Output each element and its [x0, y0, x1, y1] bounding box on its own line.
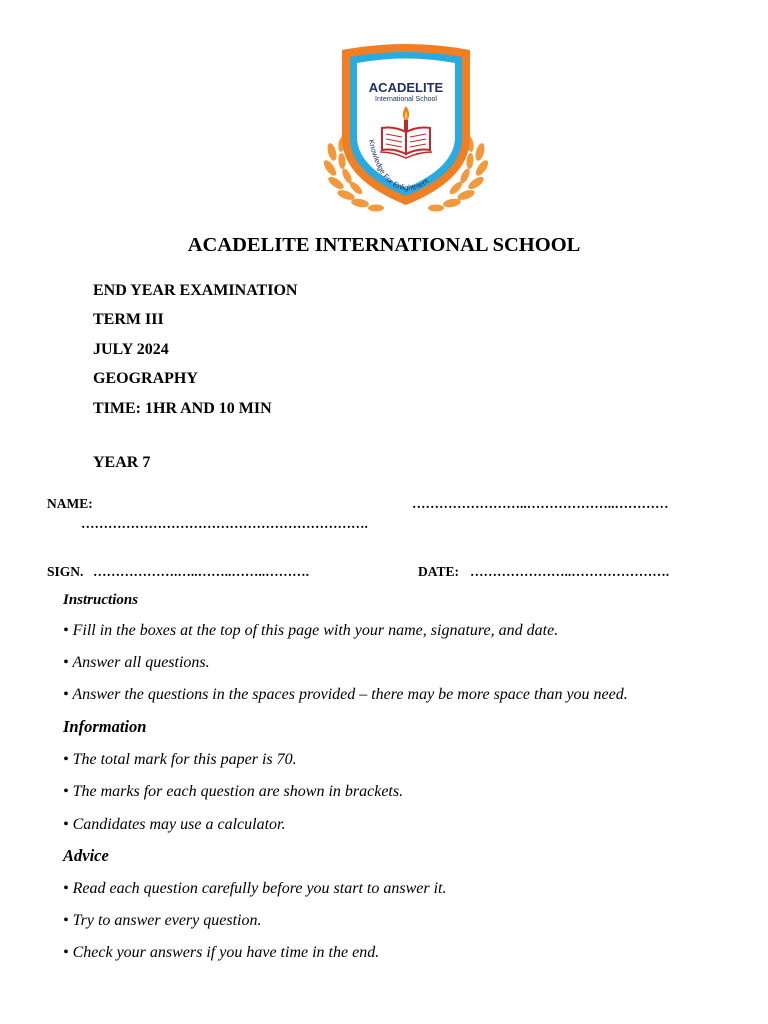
advice-item: • Read each question carefully before you start to answer it. — [63, 880, 447, 897]
instruction-item: • Answer all questions. — [63, 654, 210, 671]
exam-date: JULY 2024 — [93, 341, 169, 358]
information-item: • The total mark for this paper is 70. — [63, 751, 297, 768]
information-item: • Candidates may use a calculator. — [63, 816, 286, 833]
date-label: DATE: — [418, 564, 460, 579]
school-title: ACADELITE INTERNATIONAL SCHOOL — [187, 234, 581, 256]
school-crest-logo — [318, 40, 494, 216]
information-heading: Information — [63, 717, 147, 736]
exam-year: YEAR 7 — [93, 454, 151, 471]
name-field-line-1[interactable]: ……………………..………………..………… — [412, 496, 669, 511]
exam-subject: GEOGRAPHY — [93, 370, 198, 387]
name-field-line-2[interactable]: ………………………………………………………. — [81, 516, 368, 531]
information-item: • The marks for each question are shown in brackets. — [63, 783, 404, 800]
logo-name-text: ACADELITE — [368, 80, 444, 95]
sign-label: SIGN. — [47, 564, 84, 579]
exam-term: TERM III — [93, 311, 164, 328]
instruction-item: • Fill in the boxes at the top of this page with your name, signature, and date. — [63, 622, 559, 639]
instruction-item: • Answer the questions in the spaces provided – there may be more space than you need. — [63, 686, 628, 703]
logo-subtitle-text: International School — [375, 96, 437, 103]
date-field[interactable]: …………………..…………………. — [470, 564, 670, 579]
logo-motto-text: Knowledge For Enlightment — [366, 138, 431, 193]
exam-title: END YEAR EXAMINATION — [93, 282, 298, 299]
advice-heading: Advice — [63, 846, 109, 865]
sign-field[interactable]: ……………….…..……..……..………. — [93, 564, 309, 579]
exam-time: TIME: 1HR AND 10 MIN — [93, 400, 272, 417]
advice-item: • Check your answers if you have time in the end. — [63, 944, 380, 961]
name-label: NAME: — [47, 496, 93, 511]
advice-item: • Try to answer every question. — [63, 912, 262, 929]
instructions-heading: Instructions — [63, 592, 139, 608]
